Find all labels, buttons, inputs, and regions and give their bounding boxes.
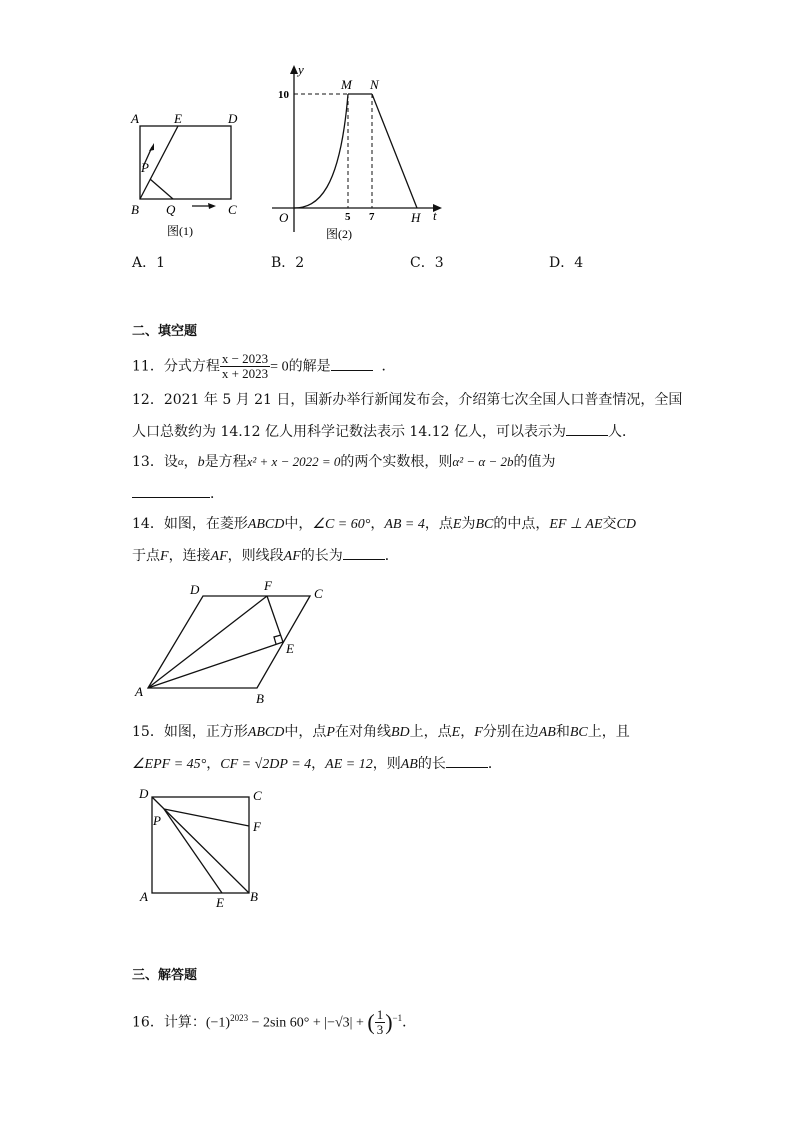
diagonal-bd: [152, 797, 249, 893]
fig14-label-f: F: [264, 578, 272, 593]
segment-pe: [164, 809, 222, 893]
label-a: A: [131, 111, 139, 126]
label-m: M: [341, 77, 352, 92]
question-13: 13．设$^\alpha$，b是方程x² + x − 2022 = 0的两个实数根，则α² − α − 2b的值为: [132, 454, 556, 470]
question-14-line2: 于点F，连接AF，则线段AF的长为 ．: [132, 545, 399, 567]
label-p: P: [141, 160, 149, 175]
figure-2: [268, 62, 448, 244]
q16-fraction: $\frac{1}{3}$: [376, 1007, 384, 1038]
fig15-label-d: D: [139, 786, 149, 801]
fig14-label-d: D: [190, 582, 200, 597]
segment-pq: [150, 179, 173, 199]
question-15-line1: 15．如图，正方形ABCD中，点P在对角线BD上，点E，F分别在边AB和BC上，且: [132, 724, 630, 740]
fig15-label-p: P: [153, 813, 161, 828]
segment-pf: [164, 809, 249, 826]
q11-fraction: $\frac{x - 2023}{x + 2023}$: [221, 351, 269, 381]
label-c: C: [228, 202, 237, 217]
choice-d: D．4: [549, 255, 584, 271]
fig15-label-c: C: [253, 788, 262, 803]
choice-c: C．3: [410, 255, 444, 271]
label-h: H: [411, 210, 421, 225]
question-13-answer: ．: [132, 483, 224, 504]
fig14-label-a: A: [135, 684, 143, 699]
question-11: 11．分式方程 $\frac{x - 2023}{x + 2023}$ = 0的解是 ．: [132, 351, 396, 381]
curve-om: [294, 94, 348, 208]
question-15-line2: ∠EPF = 45°，CF = √2DP = 4，AE = 12，则AB的长 ．: [132, 753, 502, 775]
arrow-up-head: [149, 143, 154, 151]
label-b: B: [131, 202, 139, 217]
answer-blank-14[interactable]: [343, 545, 385, 560]
segment-ae: [148, 642, 283, 688]
answer-blank-13[interactable]: [132, 483, 210, 498]
choice-b: B．2: [271, 255, 305, 271]
label-q: Q: [166, 202, 176, 217]
tick-7: 7: [369, 211, 375, 223]
arrow-right-head: [208, 203, 216, 209]
fig15-label-f: F: [253, 819, 261, 834]
choice-a: A．1: [132, 255, 166, 271]
question-12-line2: 人口总数约为 14.12 亿人用科学记数法表示 14.12 亿人，可以表示为 人．: [132, 421, 636, 442]
fig14-label-b: B: [256, 691, 264, 706]
segment-af: [148, 596, 267, 688]
label-n: N: [370, 77, 379, 92]
question-12-line1: 12．2021 年 5 月 21 日，国新办举行新闻发布会，介绍第七次全国人口普查情况，全国: [132, 392, 683, 408]
y-arrow-head: [290, 65, 298, 74]
figure-1-caption: 图(1): [167, 224, 193, 238]
label-o: O: [279, 210, 289, 225]
label-e: E: [174, 111, 182, 126]
label-t: t: [433, 208, 437, 223]
tick-5: 5: [345, 211, 351, 223]
label-y: y: [298, 62, 304, 77]
answer-blank-15[interactable]: [446, 753, 488, 768]
figure-2-caption: 图(2): [326, 227, 352, 241]
fig14-label-e: E: [286, 641, 294, 656]
fig15-label-a: A: [140, 889, 148, 904]
answer-blank-12[interactable]: [566, 421, 608, 436]
tick-10: 10: [278, 89, 289, 101]
fig15-label-b: B: [250, 889, 258, 904]
figure-rhombus: [130, 578, 340, 708]
segment-nh: [372, 94, 417, 208]
fig15-label-e: E: [216, 895, 224, 910]
fig14-label-c: C: [314, 586, 323, 601]
figure-1: [125, 105, 250, 245]
question-16: 16．计算：$(-1)^{2023} - 2\sin$ 60° + |−√3| + ( $\frac{1}{3}$ )$^{-1}$．: [132, 1007, 417, 1038]
question-14-line1: 14．如图，在菱形ABCD中，∠C = 60°，AB = 4，点E为BC的中点，EF ⊥ AE交CD: [132, 516, 636, 532]
answer-blank-11[interactable]: [331, 356, 373, 371]
rectangle-abcd: [140, 126, 231, 199]
label-d: D: [228, 111, 238, 126]
section-2-title: 二、填空题: [132, 324, 198, 339]
figure-square: [135, 784, 270, 910]
section-3-title: 三、解答题: [132, 968, 198, 983]
